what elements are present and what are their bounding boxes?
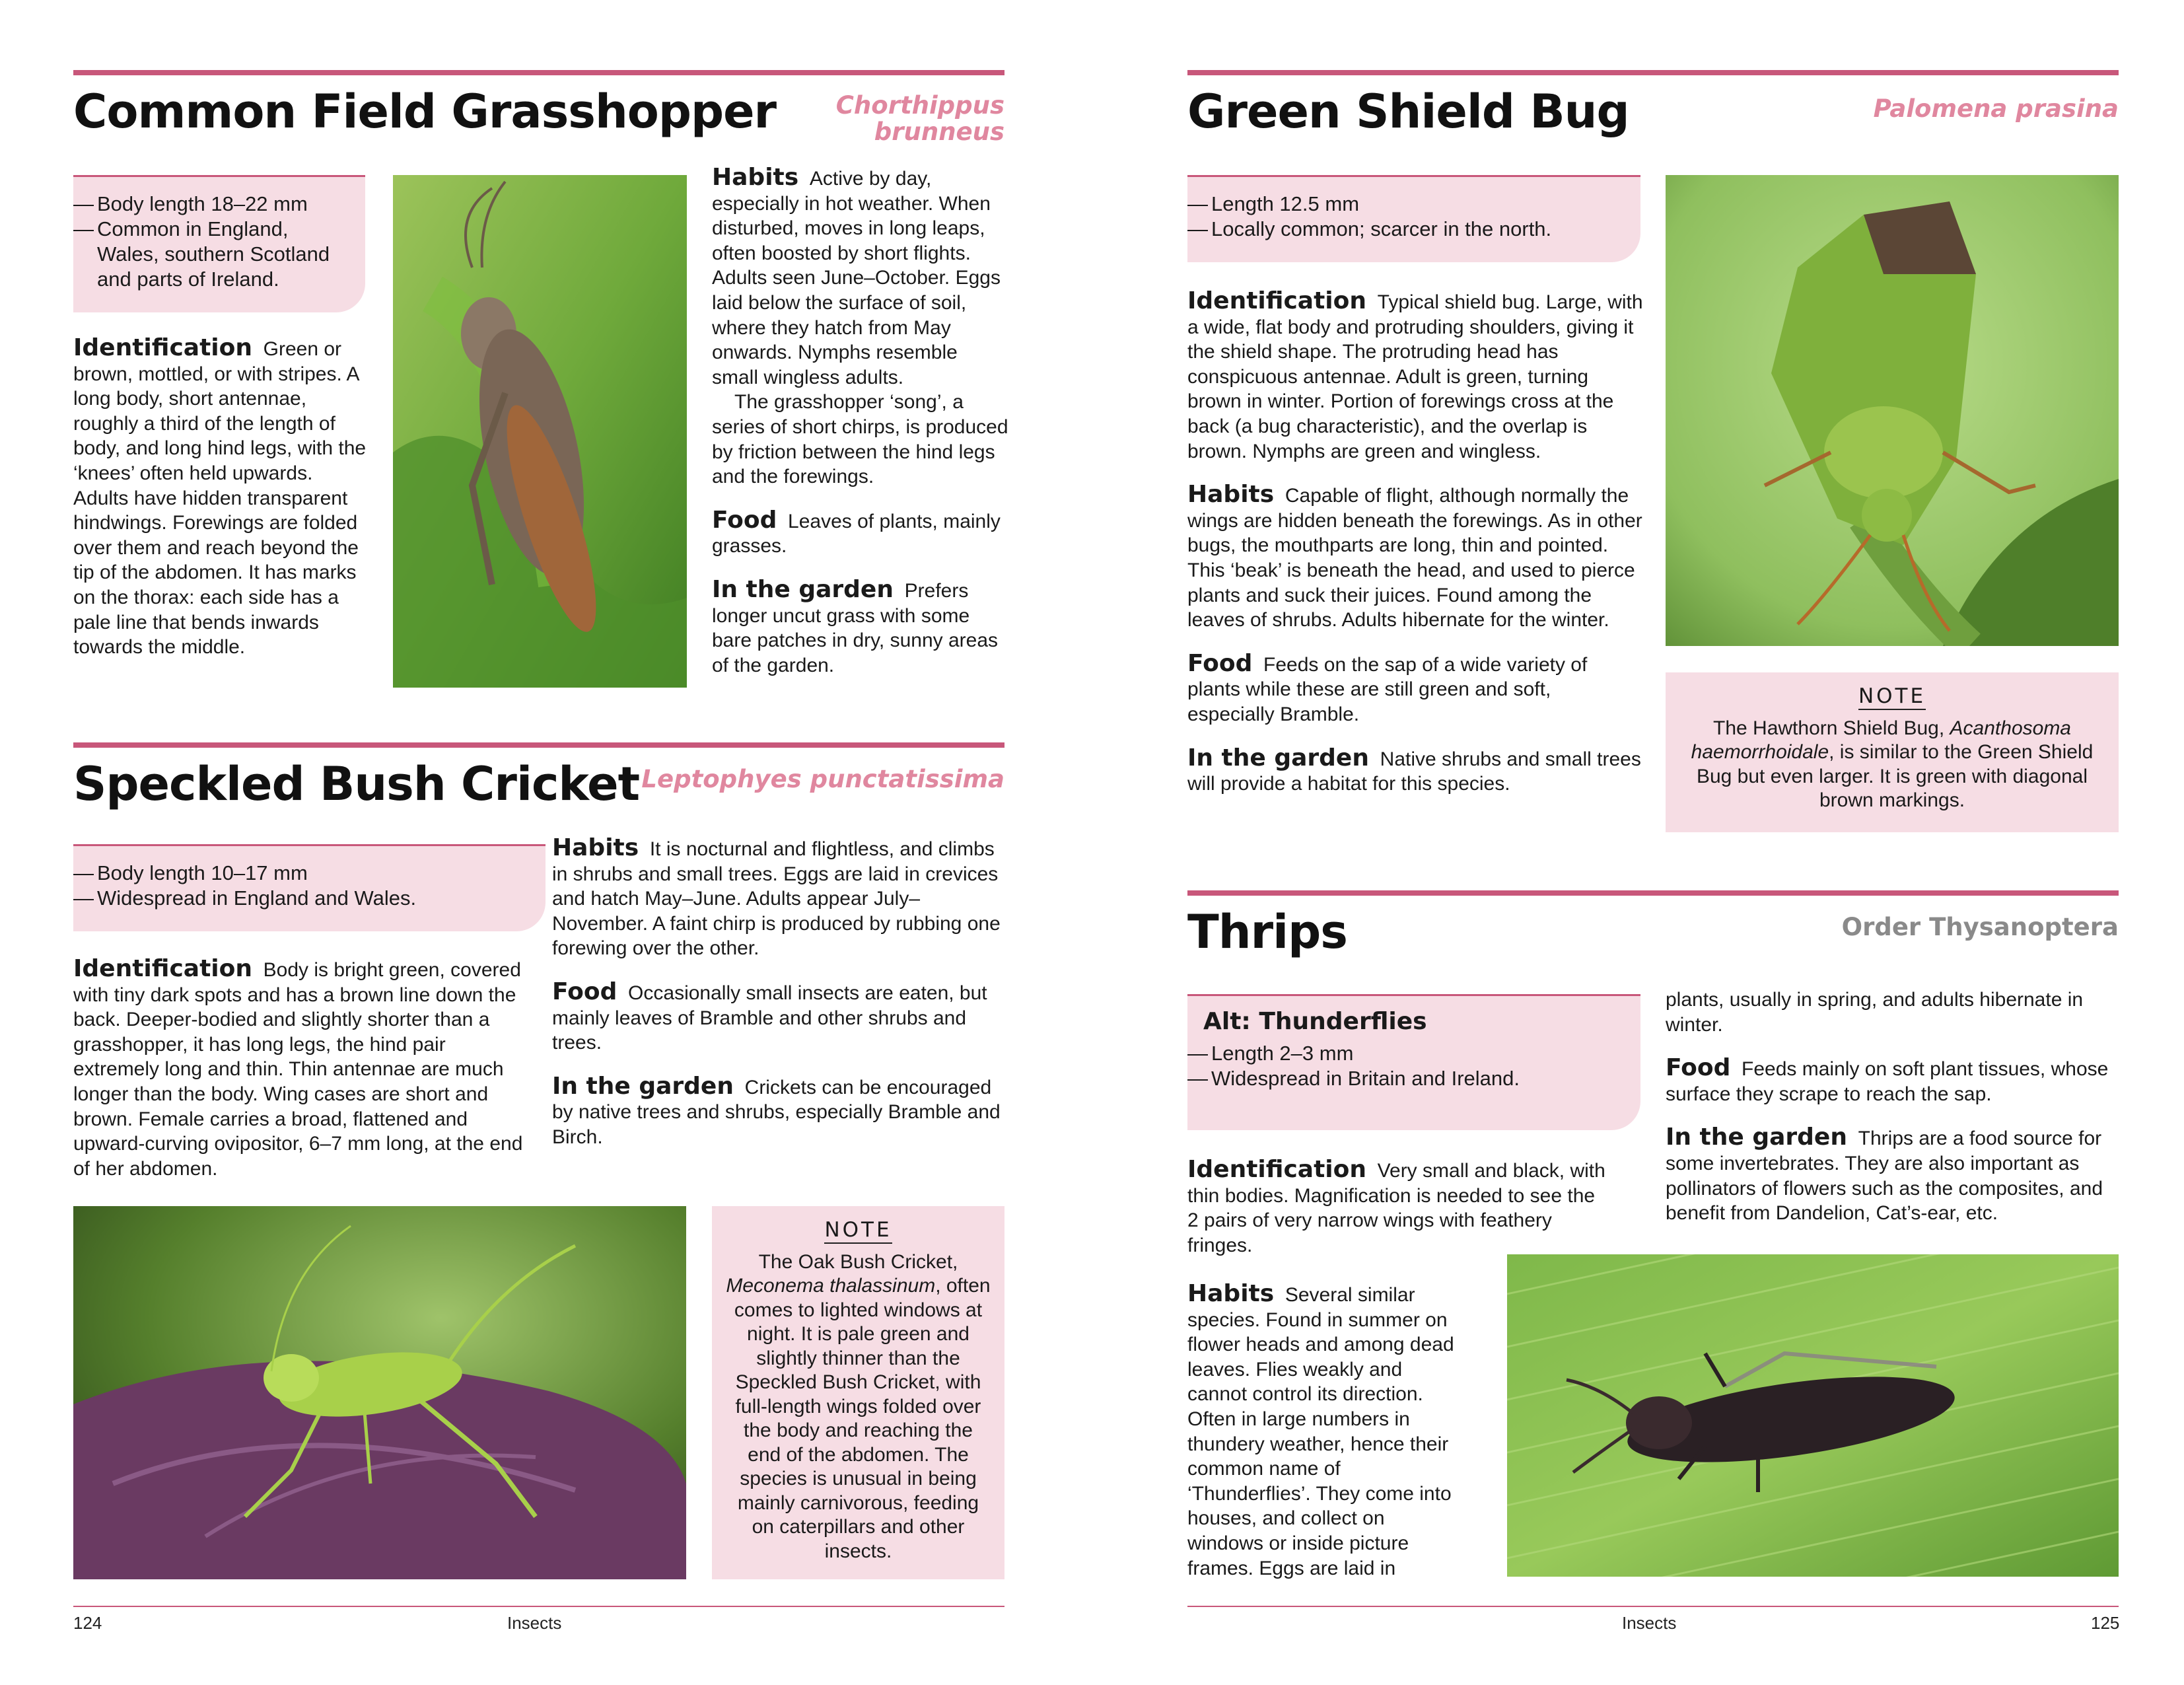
note-box <box>712 1206 1004 1579</box>
fact-item: — Locally common; scarcer in the north. <box>1187 217 1552 240</box>
species-title: Green Shield Bug <box>1187 85 1629 139</box>
identification-text: Identification Very small and black, with thin bodies. Magnification is needed to see the 2 pairs of very narrow wings with feathery fringes. <box>1187 1156 1605 1256</box>
fact-item: — Widespread in Britain and Ireland. <box>1187 1067 1520 1090</box>
note-box <box>1666 672 2119 832</box>
fact-box <box>1187 994 1640 1130</box>
habits-text: Habits Several similar species. Found in summer on flower heads and among dead leaves. Flies weakly and cannot control its direction. Often in large numbers in thundery weather, hence their common name of ‘Thunderflies’. They come into houses, and collect on windows or inside picture frames. Eggs are laid in <box>1187 1280 1454 1579</box>
food-heading: Food <box>712 506 777 534</box>
alt-name: Alt: Thunderflies <box>1203 1008 1427 1035</box>
garden-heading: In the garden <box>1187 744 1369 771</box>
shieldbug-photo <box>1666 175 2119 646</box>
food-heading: Food <box>552 978 617 1005</box>
species-title: Speckled Bush Cricket <box>73 757 640 811</box>
food-heading: Food <box>1187 649 1253 677</box>
cricket-photo <box>73 1206 686 1579</box>
fact-item: — Length 2–3 mm <box>1187 1042 1354 1065</box>
latin-name: Leptophyes punctatissima <box>641 765 1004 793</box>
identification-text: Identification Body is bright green, covered with tiny dark spots and has a brown line down the back. Deeper-bodied and slightly shorter than a grasshopper, it has long legs, the hind pair extremely long and thin. Thin antennae are much longer than the body. Wing cases are short and brown. Female carries a broad, flattened and upward-curving ovipositor, 6–7 mm long, at the end of her abdomen. <box>73 955 523 1180</box>
habits-heading: Habits <box>1187 481 1275 509</box>
thrips-right-column: plants, usually in spring, and adults hibernate in winter. Food Feeds mainly on soft plant tissues, whose surface they scrape to reach the sap. In the garden Thrips are a food source for some invertebrates. They are also important as pollinators of flowers such as the composites, and benefit from Dandelion, Cat’s-ear, etc. <box>1666 989 2109 1225</box>
identification-text: Identification Green or brown, mottled, or with stripes. A long body, short antennae, roughly a third of the length of body, and long hind legs, with the ‘knees’ often held upwards. Adults have hidden transparent hindwings. Forewings are folded over them and reach beyond the tip of the abdomen. It has marks on the thorax: each side has a pale line that bends inwards towards the middle. <box>73 334 367 659</box>
fact-item: — Common in England, Wales, southern Scotland and parts of Ireland. <box>73 217 330 291</box>
identification-heading: Identification <box>1187 1156 1366 1183</box>
habits-column: Habits Active by day, especially in hot weather. When disturbed, moves in long leaps, often boosted by short flights. Adults seen June–October. Eggs laid below the surface of soil, where they hatch from May onwards. Nymphs resemble small wingless adults. The grasshopper ‘song’, a series of short chirps, is produced by friction between the hind legs and the forewings. Food Leaves of plants, mainly grasses. In the garden Prefers longer uncut grass with some bare patches in dry, sunny areas of the garden. <box>712 164 1008 676</box>
section-rule <box>1187 890 2119 896</box>
latin-name: Chorthippus brunneus <box>835 91 1004 146</box>
page-number: 124 <box>73 1613 102 1633</box>
species-title: Common Field Grasshopper <box>73 85 777 139</box>
note-heading: NOTE <box>824 1218 892 1244</box>
garden-heading: In the garden <box>552 1072 734 1100</box>
section-name: Insects <box>507 1613 562 1633</box>
fact-item: — Widespread in England and Wales. <box>73 886 417 910</box>
grasshopper-photo <box>393 175 687 688</box>
thrips-photo <box>1507 1254 2119 1577</box>
footer-rule <box>73 1606 1004 1607</box>
note-text: The Hawthorn Shield Bug, Acanthosoma haemorrhoidale, is similar to the Green Shield Bug but even larger. It is green with diagonal brown markings. <box>1691 717 2094 811</box>
fact-box <box>1187 175 1640 262</box>
note-heading: NOTE <box>1858 684 1926 710</box>
habits-heading: Habits <box>1187 1280 1275 1307</box>
order-name: Order Thysanoptera <box>1841 913 2119 941</box>
identification-heading: Identification <box>1187 287 1366 314</box>
fact-box <box>73 844 546 931</box>
section-rule <box>1187 70 2119 75</box>
food-heading: Food <box>1666 1054 1731 1082</box>
fact-box <box>73 175 365 312</box>
species-title: Thrips <box>1187 905 1347 959</box>
shieldbug-text-column: Identification Typical shield bug. Large, with a wide, flat body and protruding shoulders, giving it the shield shape. The protruding head has conspicuous antennae. Adult is green, turning brown in winter. Portion of forewings cross at the back (a bug characteristic), and the overlap is brown. Nymphs are green and wingless. Habits Capable of flight, although normally the wings are hidden beneath the forewings. As in other bugs, the mouthparts are long, thin and pointed. This ‘beak’ is beneath the head, and used to pierce plants and suck their juices. Found among the leaves of shrubs. Adults hibernate for the winter. Food Feeds on the sap of a wide variety of plants while these are still green and soft, especially Bramble. In the garden Native shrubs and small trees will provide a habitat for this species. <box>1187 287 1643 795</box>
habits-heading: Habits <box>552 834 639 861</box>
footer-rule <box>1187 1606 2119 1607</box>
section-rule <box>73 742 1004 748</box>
garden-heading: In the garden <box>1666 1124 1847 1151</box>
fact-item: — Length 12.5 mm <box>1187 192 1360 215</box>
latin-name: Palomena prasina <box>1873 94 2119 123</box>
fact-item: — Body length 10–17 mm <box>73 861 308 884</box>
garden-heading: In the garden <box>712 575 894 603</box>
note-text: The Oak Bush Cricket, Meconema thalassinum, often comes to lighted windows at night. It is pale green and slightly thinner than the Speckled Bush Cricket, with full-length wings folded over the body and reaching the end of the abdomen. The species is unusual in being mainly carnivorous, feeding on caterpillars and other insects. <box>726 1250 991 1562</box>
section-name: Insects <box>1622 1613 1677 1633</box>
identification-heading: Identification <box>73 955 252 982</box>
page-number: 125 <box>2091 1613 2120 1633</box>
habits-column: Habits It is nocturnal and flightless, and climbs in shrubs and small trees. Eggs are laid in crevices and hatch May–June. Adults appear July–November. A faint chirp is produced by rubbing one forewing over the other. Food Occasionally small insects are eaten, but mainly leaves of Bramble and other shrubs and trees. In the garden Crickets can be encouraged by native trees and shrubs, especially Bramble and Birch. <box>552 834 1001 1148</box>
fact-item: — Body length 18–22 mm <box>73 192 308 215</box>
habits-heading: Habits <box>712 164 799 191</box>
section-rule <box>73 70 1004 75</box>
identification-heading: Identification <box>73 334 252 361</box>
